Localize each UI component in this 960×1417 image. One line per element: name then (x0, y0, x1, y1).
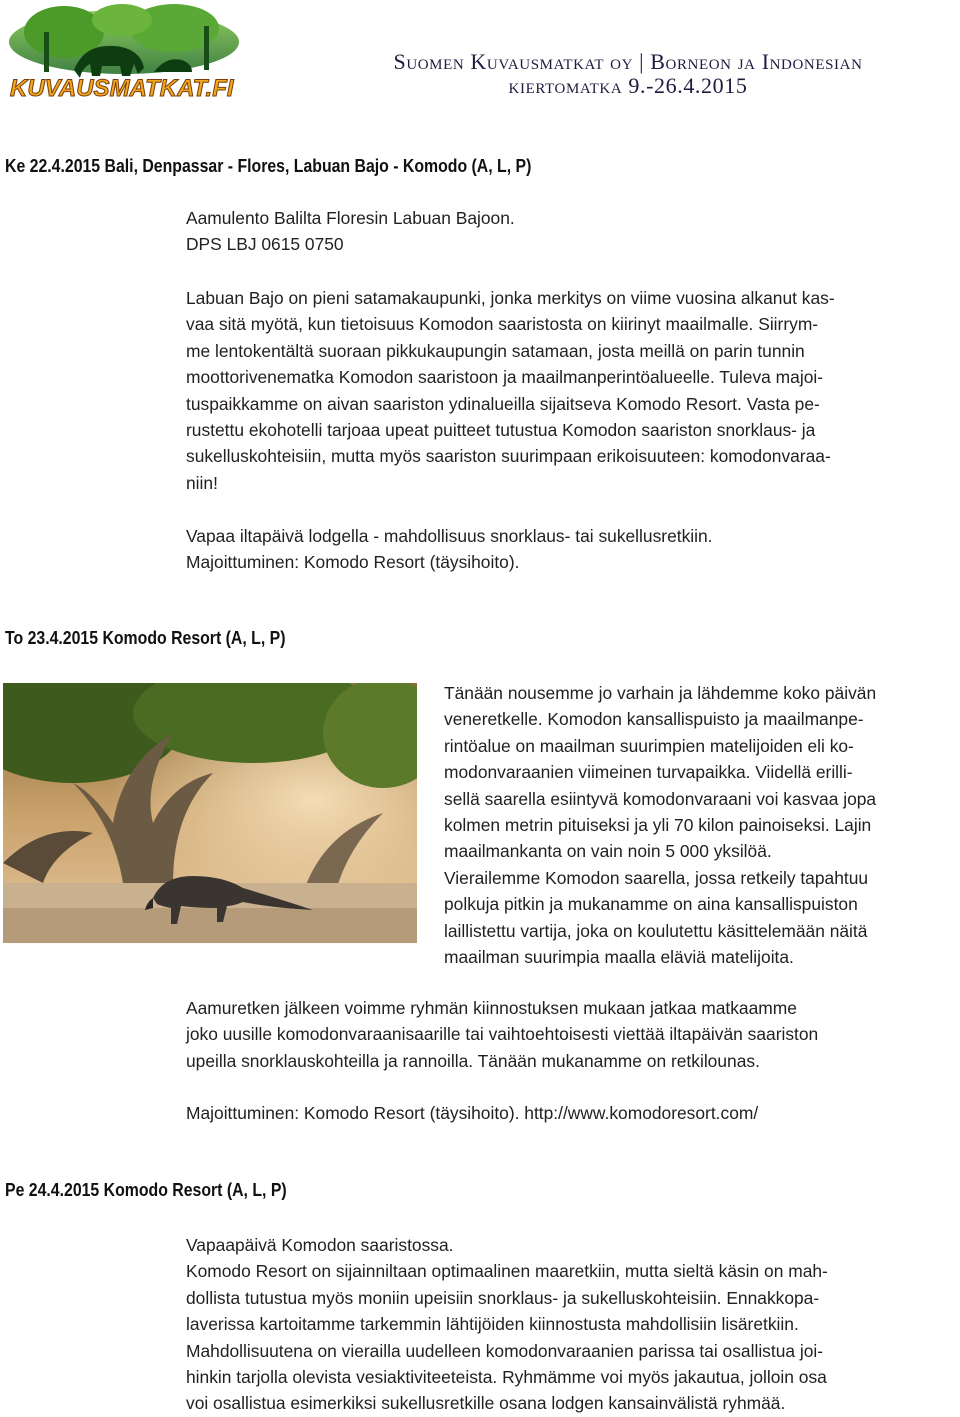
logo-text: KUVAUSMATKAT.FI (10, 75, 234, 102)
day2-heading: To 23.4.2015 Komodo Resort (A, L, P) (5, 628, 286, 648)
day3-heading: Pe 24.4.2015 Komodo Resort (A, L, P) (5, 1180, 287, 1200)
day1-heading: Ke 22.4.2015 Bali, Denpassar - Flores, Labuan Bajo - Komodo (A, L, P) (5, 156, 532, 176)
text-line: maailman suurimpia maalla eläviä matelijoita. (444, 947, 794, 968)
jungle-elephant-logo-icon (4, 2, 250, 102)
text-line: vaa sitä myötä, kun tietoisuus Komodon saaristosta on kiirinyt maailmalle. Siirrym- (186, 314, 819, 335)
text-line: Aamuretken jälkeen voimme ryhmän kiinnostuksen mukaan jatkaa matkaamme (186, 998, 797, 1018)
text-line: veneretkelle. Komodon kansallispuisto ja maailmanpe- (444, 709, 864, 730)
text-line: polkuja pitkin ja mukanamme on aina kansallispuiston (444, 894, 858, 915)
text-line: voi osallistua esimerkiksi sukellusretkille osana lodgen kansainvälistä ryhmää. (186, 1393, 786, 1414)
accommodation-line: Majoittuminen: Komodo Resort (täysihoito). (186, 552, 520, 573)
flight-code: DPS LBJ 0615 0750 (186, 234, 344, 255)
text-line: sellä saarella esiintyvä komodonvaraani voi kasvaa jopa (444, 788, 877, 809)
text-line: Komodo Resort on sijainniltaan optimaalinen maaretkiin, mutta sieltä käsin on mah- (186, 1261, 828, 1282)
text-line: modonvaraanien viimeinen turvapaikka. Viidellä erilli- (444, 762, 853, 783)
text-line: maailmankanta on vain noin 5 000 yksilöä. (444, 841, 772, 862)
text-line: tuspaikkamme on aivan saariston ydinalueilla sijaitseva Komodo Resort. Vasta pe- (186, 393, 820, 414)
text-line: sukelluskohteisiin, mutta myös saariston suurimpaan erikoisuuteen: komodonvaraa- (186, 446, 831, 467)
text-line: rustettu ekohotelli tarjoaa upeat puitteet tutustua Komodon saariston snorklaus- ja (186, 420, 816, 441)
komodo-dragon-photo-icon (3, 683, 417, 943)
day1-flight-info (186, 205, 946, 258)
accommodation-line: Majoittuminen: Komodo Resort (täysihoito). http://www.komodoresort.com/ (186, 1103, 759, 1123)
text-line: upeilla snorklauskohteilla ja rannoilla. Tänään mukanamme on retkilounas. (186, 1050, 760, 1071)
text-line: rintöalue on maailman suurimpien matelijoiden eli ko- (444, 735, 854, 756)
day1-description (186, 285, 946, 496)
day2-description (186, 995, 958, 1074)
day1-afternoon (186, 523, 946, 576)
kuvausmatkat-logo[interactable] (4, 2, 250, 102)
day2-accommodation (186, 1100, 958, 1126)
header-title-line2: kiertomatka 9.-26.4.2015 (508, 73, 748, 98)
text-line: me lentokentältä suoraan pikkukaupungin satamaan, josta meillä on parin tunnin (186, 340, 805, 361)
text-line: dollista tutustua myös moniin upeisiin snorklaus- ja sukelluskohteisiin. Ennakkopa- (186, 1287, 820, 1308)
text-line: Vapaapäivä Komodon saaristossa. (186, 1235, 454, 1255)
text-line: laverissa kartoitamme tarkemmin lähtijöiden kiinnostusta mahdollisiin lisäretkiin. (186, 1314, 799, 1335)
text-line: Vapaa iltapäivä lodgella - mahdollisuus snorklaus- tai sukellusretkiin. (186, 526, 713, 546)
text-line: Mahdollisuutena on vierailla uudelleen komodonvaraanien parissa tai osallistua joi- (186, 1340, 824, 1361)
text-line: Labuan Bajo on pieni satamakaupunki, jonka merkitys on viime vuosina alkanut kas- (186, 288, 835, 308)
text-line: laillistettu vartija, joka on koulutettu käsittelemään näitä (444, 920, 868, 941)
text-line: Vierailemme Komodon saarella, jossa retkeily tapahtuu (444, 867, 869, 888)
text-line: niin! (186, 472, 218, 493)
day2-side-text (444, 680, 958, 970)
text-line: kolmen metrin pituiseksi ja yli 70 kilon painoiseksi. Lajin (444, 815, 872, 836)
day3-description (186, 1232, 958, 1417)
text-line: Tänään nousemme jo varhain ja lähdemme koko päivän (444, 683, 877, 703)
flight-description: Aamulento Balilta Floresin Labuan Bajoon. (186, 208, 515, 228)
header-title-line1: Suomen Kuvausmatkat oy | Borneon ja Indonesian (393, 49, 863, 74)
text-line: joko uusille komodonvaraanisaarille tai vaihtoehtoisesti viettää iltapäivän saariston (186, 1024, 819, 1045)
komodo-dragon-photo (3, 683, 417, 943)
text-line: moottorivenematka Komodon saaristoon ja maailmanperintöalueelle. Tuleva majoi- (186, 367, 824, 388)
page-header-title (318, 50, 938, 98)
text-line: hinkin tarjolla olevista vesiaktiviteeteista. Ryhmämme voi myös jakautua, jolloin osa (186, 1367, 827, 1388)
